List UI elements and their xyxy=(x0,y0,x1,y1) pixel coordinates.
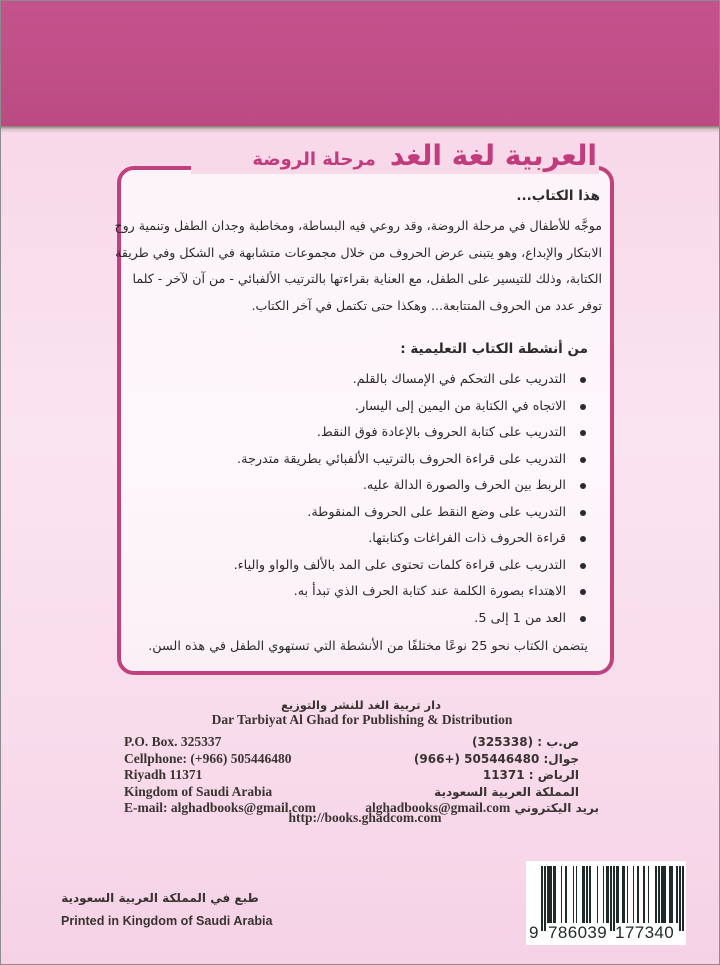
barcode-bar xyxy=(610,866,612,931)
paragraph-line: الابتكار والإبداع، وهو يتبنى عرض الحروف من خلال مجموعات متشابهة في الشكل وفي طريقة xyxy=(115,244,602,260)
list-item xyxy=(133,606,602,633)
bullet-icon xyxy=(580,430,586,436)
level-subtitle: مرحلة الروضة xyxy=(252,149,376,170)
bullet-icon xyxy=(580,589,586,595)
bullet-icon xyxy=(580,616,586,622)
activities-list xyxy=(133,367,602,632)
list-item-text: العد من 1 إلى 5. xyxy=(474,610,566,626)
barcode-bar xyxy=(541,866,543,931)
publisher-name-english: Dar Tarbiyat Al Ghad for Publishing & Distribution xyxy=(211,712,513,727)
list-item xyxy=(133,420,602,447)
barcode-bar xyxy=(658,866,660,923)
paragraph-line: موجَّه للأطفال في مرحلة الروضة، وقد روعي فيه البساطة، ومخاطبة وجدان الطفل وتنمية روح xyxy=(114,218,602,233)
list-item xyxy=(133,500,602,527)
bullet-icon xyxy=(580,457,586,463)
barcode-bar xyxy=(565,866,567,923)
list-item xyxy=(133,394,602,421)
list-item-text: الاتجاه في الكتابة من اليمين إلى اليسار. xyxy=(354,398,566,414)
list-item xyxy=(133,447,602,474)
barcode-bar xyxy=(561,866,563,923)
list-item xyxy=(133,579,602,606)
bullet-icon xyxy=(580,563,586,569)
barcode-bar xyxy=(679,866,681,931)
barcode-first-digit: 9 xyxy=(529,923,539,942)
printed-in-english: Printed in Kingdom of Saudi Arabia xyxy=(61,914,273,928)
city-arabic: الرياض : 11371 xyxy=(482,768,579,782)
isbn-barcode xyxy=(526,861,686,945)
barcode-bar xyxy=(637,866,639,923)
barcode-bar xyxy=(655,866,657,923)
barcode-bar xyxy=(555,866,557,923)
list-item-text: التدريب على قراءة كلمات تحتوى على المد بالألف والواو والياء. xyxy=(233,557,566,573)
about-paragraph xyxy=(114,213,602,319)
list-item-text: الربط بين الحرف والصورة الدالة عليه. xyxy=(362,478,566,493)
barcode-bar xyxy=(682,866,684,931)
cellphone: Cellphone: (+966) 505446480 xyxy=(124,750,292,766)
list-item-text: التدريب على وضع النقط على الحروف المنقوطة. xyxy=(307,504,566,520)
paragraph-line: توفر عدد من الحروف المتتابعة... وهكذا حتى تكتمل في آخر الكتاب. xyxy=(251,297,602,313)
bullet-icon xyxy=(580,536,586,542)
description-content xyxy=(114,170,602,671)
barcode-right-digits: 177340 xyxy=(615,923,675,942)
printed-in-arabic: طبع في المملكة العربية السعودية xyxy=(61,891,259,905)
activities-summary: يتضمن الكتاب نحو 25 نوعًا مختلفًا من الأنشطة التي تستهوي الطفل في هذه السن. xyxy=(148,639,588,654)
email-label: بريد اليكتروني xyxy=(514,801,599,815)
barcode-bar xyxy=(664,866,666,923)
city: Riyadh 11371 xyxy=(124,767,203,782)
barcode-bar xyxy=(633,866,635,923)
barcode-bar xyxy=(583,866,585,923)
po-box: P.O. Box. 325337 xyxy=(124,734,222,749)
po-box-arabic: ص.ب : (325338) xyxy=(472,735,579,749)
website-url: http://books.ghadcom.com xyxy=(288,810,442,825)
email-address: alghadbooks@gmail.com xyxy=(365,800,511,815)
country: Kingdom of Saudi Arabia xyxy=(124,783,273,799)
barcode-bar xyxy=(573,866,575,923)
bullet-icon xyxy=(580,377,586,383)
barcode-bar xyxy=(603,866,605,923)
band-shadow xyxy=(1,126,719,133)
publisher-name-arabic: دار تربية الغد للنشر والتوزيع xyxy=(280,698,441,712)
country-arabic: المملكة العربية السعودية xyxy=(434,784,579,799)
list-item xyxy=(133,553,602,580)
barcode-bar xyxy=(607,866,609,923)
barcode-bar xyxy=(589,866,591,923)
barcode-bar xyxy=(618,866,620,923)
barcode-bar xyxy=(613,866,615,931)
about-heading: هذا الكتاب... xyxy=(516,188,600,204)
bullet-icon xyxy=(580,404,586,410)
barcode-bar xyxy=(676,866,678,923)
list-item xyxy=(133,367,602,394)
contact-arabic xyxy=(365,734,599,817)
barcode-bar xyxy=(643,866,645,923)
top-color-band xyxy=(1,1,719,126)
list-item xyxy=(133,526,602,553)
barcode-bar xyxy=(586,866,588,923)
activities-heading: من أنشطة الكتاب التعليمية : xyxy=(400,341,588,357)
barcode-bar xyxy=(624,866,626,923)
list-item-text: قراءة الحروف ذات الفراغات وكتابتها. xyxy=(368,531,566,546)
barcode-bar xyxy=(627,866,629,923)
paragraph-line: الكتابة، وذلك للتيسير على الطفل، مع العناية بقراءتها بالترتيب الألفبائي - من آن لآخر - كلما xyxy=(132,271,602,286)
bullet-icon xyxy=(580,483,586,489)
list-item xyxy=(133,473,602,500)
barcode-bar xyxy=(576,866,578,923)
list-item-text: التدريب على كتابة الحروف بالإعادة فوق النقط. xyxy=(316,425,566,440)
barcode-bar xyxy=(597,866,599,923)
list-item-text: التدريب على التحكم في الإمساك بالقلم. xyxy=(352,372,566,387)
series-title: العربية لغة الغد xyxy=(389,139,597,172)
contact-english xyxy=(124,734,316,817)
email: E-mail: alghadbooks@gmail.com xyxy=(124,800,316,815)
description-box xyxy=(114,166,614,675)
barcode-bar xyxy=(544,866,546,931)
list-item-text: الاهتداء بصورة الكلمة عند كتابة الحرف الذي تبدأ به. xyxy=(293,584,566,599)
bullet-icon xyxy=(580,510,586,516)
barcode-bar xyxy=(550,866,552,923)
mobile-arabic: جوال: 505446480 (+966) xyxy=(413,751,579,766)
book-title xyxy=(252,139,597,179)
barcode-bar xyxy=(648,866,650,923)
barcode-bar xyxy=(672,866,674,923)
list-item-text: التدريب على قراءة الحروف بالترتيب الألفبائي بطريقة متدرجة. xyxy=(237,451,566,467)
barcode-left-digits: 786039 xyxy=(548,923,608,942)
